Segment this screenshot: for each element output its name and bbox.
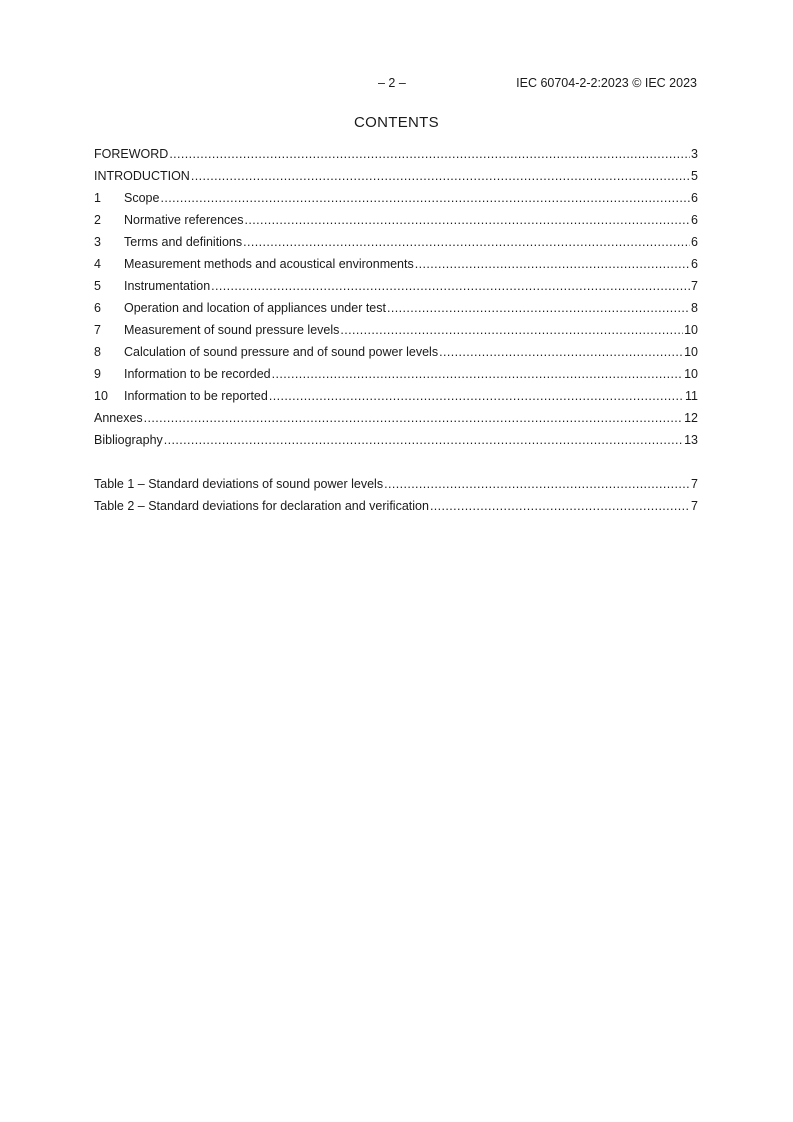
toc-entry-page: 7 bbox=[691, 477, 698, 491]
toc-entry-page: 8 bbox=[691, 301, 698, 315]
dot-leader bbox=[340, 319, 683, 341]
toc-entry-number: 4 bbox=[94, 257, 101, 271]
toc-entry-page: 13 bbox=[684, 433, 698, 447]
toc-entry-annexes[interactable] bbox=[94, 407, 698, 429]
toc-entry-label: Operation and location of appliances under test bbox=[124, 301, 386, 315]
table-of-contents bbox=[94, 143, 698, 517]
dot-leader bbox=[164, 429, 683, 451]
toc-entry-introduction[interactable] bbox=[94, 165, 698, 187]
dot-leader bbox=[144, 407, 683, 429]
dot-leader bbox=[269, 385, 684, 407]
toc-entry-label: INTRODUCTION bbox=[94, 169, 190, 183]
dot-leader bbox=[160, 187, 690, 209]
dot-leader bbox=[211, 275, 690, 297]
toc-entry-label: Scope bbox=[124, 191, 160, 205]
toc-entry-label: Calculation of sound pressure and of sound power levels bbox=[124, 345, 439, 359]
toc-entry-number: 10 bbox=[94, 389, 108, 403]
page-number: – 2 – bbox=[378, 76, 406, 90]
document-reference: IEC 60704-2-2:2023 © IEC 2023 bbox=[516, 76, 697, 90]
toc-entry-page: 10 bbox=[684, 367, 698, 381]
page-header bbox=[0, 76, 793, 94]
toc-entry-page: 6 bbox=[691, 191, 698, 205]
toc-entry-table-1[interactable] bbox=[94, 473, 698, 495]
toc-entry-number: 2 bbox=[94, 213, 101, 227]
toc-entry-label: Table 2 – Standard deviations for declaration and verification bbox=[94, 499, 429, 513]
toc-entry-number: 6 bbox=[94, 301, 101, 315]
toc-entry-number: 8 bbox=[94, 345, 101, 359]
toc-entry-label: Measurement of sound pressure levels bbox=[124, 323, 340, 337]
toc-entry-scope[interactable] bbox=[94, 187, 698, 209]
toc-entry-instrumentation[interactable] bbox=[94, 275, 698, 297]
toc-entry-information-reported[interactable] bbox=[94, 385, 698, 407]
toc-entry-measurement-of-sound-pressure[interactable] bbox=[94, 319, 698, 341]
toc-entry-foreword[interactable] bbox=[94, 143, 698, 165]
toc-entry-number: 9 bbox=[94, 367, 101, 381]
toc-entry-page: 6 bbox=[691, 213, 698, 227]
toc-entry-terms-and-definitions[interactable] bbox=[94, 231, 698, 253]
toc-entry-calculation[interactable] bbox=[94, 341, 698, 363]
toc-entry-normative-references[interactable] bbox=[94, 209, 698, 231]
toc-entry-page: 11 bbox=[685, 389, 698, 403]
toc-entry-page: 6 bbox=[691, 235, 698, 249]
toc-entry-page: 5 bbox=[691, 169, 698, 183]
contents-title: CONTENTS bbox=[354, 114, 439, 131]
toc-entry-page: 7 bbox=[691, 279, 698, 293]
toc-entry-operation-and-location[interactable] bbox=[94, 297, 698, 319]
toc-entry-number: 5 bbox=[94, 279, 101, 293]
dot-leader bbox=[169, 143, 690, 165]
dot-leader bbox=[245, 209, 691, 231]
toc-entry-label: Information to be recorded bbox=[124, 367, 271, 381]
toc-entry-label: Instrumentation bbox=[124, 279, 211, 293]
toc-entry-page: 7 bbox=[691, 499, 698, 513]
toc-entry-label: FOREWORD bbox=[94, 147, 169, 161]
dot-leader bbox=[384, 473, 690, 495]
toc-entry-label: Terms and definitions bbox=[124, 235, 243, 249]
toc-entry-measurement-methods[interactable] bbox=[94, 253, 698, 275]
toc-entry-label: Table 1 – Standard deviations of sound power levels bbox=[94, 477, 384, 491]
toc-entry-number: 3 bbox=[94, 235, 101, 249]
toc-entry-page: 10 bbox=[684, 345, 698, 359]
toc-entry-table-2[interactable] bbox=[94, 495, 698, 517]
dot-leader bbox=[430, 495, 690, 517]
dot-leader bbox=[439, 341, 683, 363]
toc-entry-label: Annexes bbox=[94, 411, 143, 425]
section-spacer bbox=[94, 451, 698, 473]
toc-entry-information-recorded[interactable] bbox=[94, 363, 698, 385]
toc-entry-page: 12 bbox=[684, 411, 698, 425]
toc-entry-label: Normative references bbox=[124, 213, 244, 227]
toc-entry-label: Information to be reported bbox=[124, 389, 268, 403]
dot-leader bbox=[272, 363, 683, 385]
toc-entry-page: 3 bbox=[691, 147, 698, 161]
dot-leader bbox=[387, 297, 690, 319]
toc-entry-page: 6 bbox=[691, 257, 698, 271]
dot-leader bbox=[243, 231, 690, 253]
toc-entry-label: Measurement methods and acoustical environments bbox=[124, 257, 414, 271]
toc-entry-number: 7 bbox=[94, 323, 101, 337]
toc-entry-label: Bibliography bbox=[94, 433, 163, 447]
toc-entry-bibliography[interactable] bbox=[94, 429, 698, 451]
dot-leader bbox=[191, 165, 690, 187]
toc-entry-page: 10 bbox=[684, 323, 698, 337]
dot-leader bbox=[415, 253, 690, 275]
toc-entry-number: 1 bbox=[94, 191, 101, 205]
